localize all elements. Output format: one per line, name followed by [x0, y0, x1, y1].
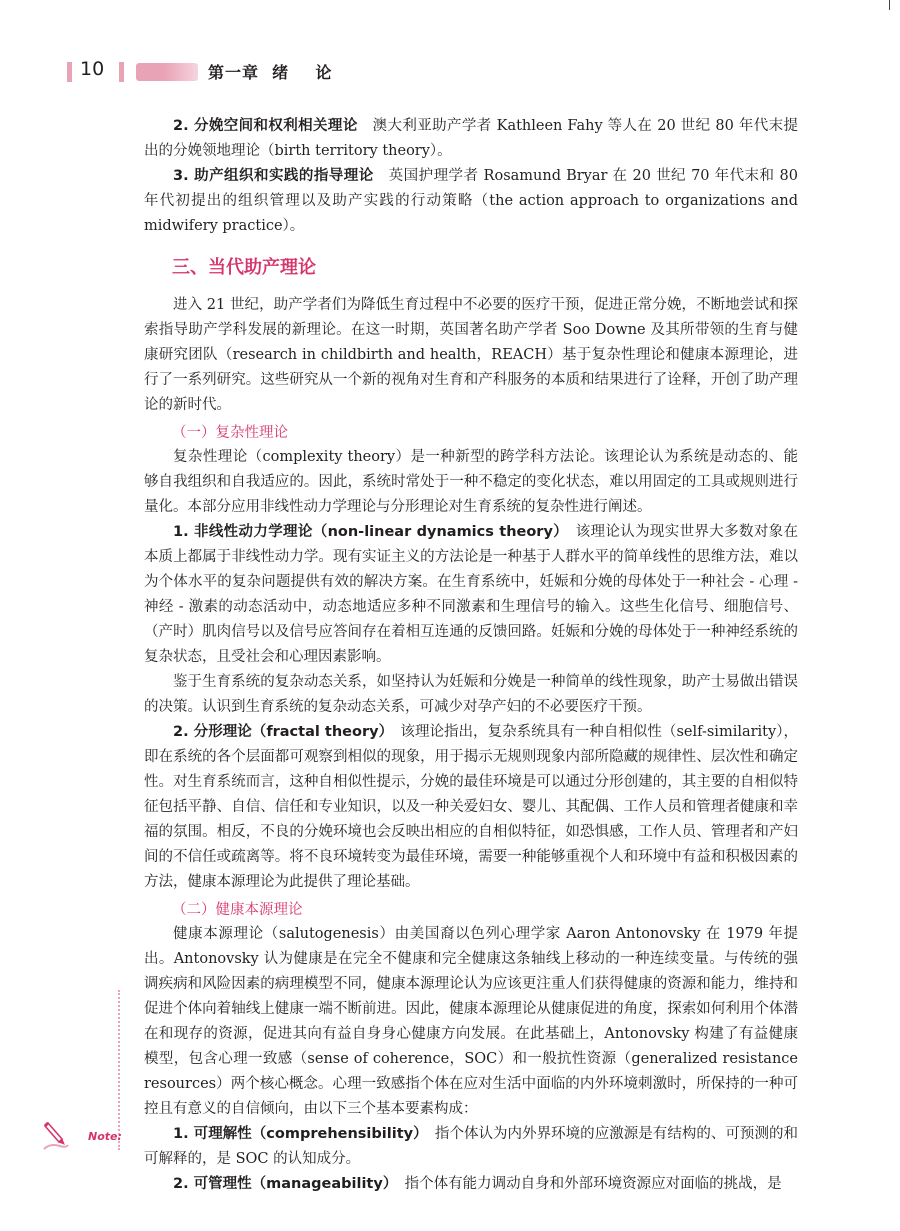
paragraph-lead: 2. 可管理性（manageability）: [173, 1176, 391, 1192]
section-heading: 三、当代助产理论: [172, 257, 316, 278]
paragraph-complexity: 复杂性理论（complexity theory）是一种新型的跨学科方法论。该理论认为系统是动态的、能够自我组织和自我适应的。因此，系统时常处于一种不稳定的变化状态，难以用固定的工具或规则进行量化。本部分应用非线性动力学理论与分形理论对生育系统的复杂性进行阐述。: [144, 449, 798, 515]
subsection-heading: （一）复杂性理论: [172, 425, 288, 441]
paragraph-manageability: [144, 1172, 798, 1197]
header-decoration: [136, 63, 198, 81]
paragraph-lead: 3. 助产组织和实践的指导理论: [173, 168, 374, 184]
margin-dotted-line: [118, 990, 120, 1150]
paragraph-birth-territory: [144, 114, 798, 164]
paragraph-lead: 2. 分娩空间和权利相关理论: [173, 118, 358, 134]
paragraph-text: 指个体有能力调动自身和外部环境资源应对面临的挑战，是: [404, 1176, 782, 1192]
crop-mark: [879, 0, 890, 10]
paragraph-intro: 进入 21 世纪，助产学者们为降低生育过程中不必要的医疗干预，促进正常分娩，不断地尝试和探索指导助产学科发展的新理论。在这一时期，英国著名助产学者 Soo Downe 及其所带领的生育与健康研究团队（research in childbirth and health，REACH）基于复杂性理论和健康本源理论，进行了一系列研究。这些研究从一个新的视角对生育和产科服务的本质和结果进行了诠释，开创了助产理论的新时代。: [144, 297, 798, 413]
header-accent-bar: [119, 62, 124, 82]
paragraph-lead: 1. 可理解性（comprehensibility）: [173, 1126, 421, 1142]
paragraph-organization: [144, 164, 798, 239]
paragraph-lead: 1. 非线性动力学理论（non-linear dynamics theory）: [173, 524, 561, 540]
running-header: [0, 58, 900, 88]
paragraph-fractal: [144, 720, 798, 895]
paragraph-text: 该理论指出，复杂系统具有一种自相似性（self-similarity），即在系统的各个层面都可观察到相似的现象，用于揭示无规则现象内部所隐藏的规律性、层次性和确定性。对生育系统而言，这种自相似性提示，分娩的最佳环境是可以通过分形创建的，其主要的自相似特征包括平静、自信、信任和专业知识，以及一种关爱妇女、婴儿、其配偶、工作人员和管理者健康和幸福的氛围。相反，不良的分娩环境也会反映出相应的自相似特征，如恐惧感，工作人员、管理者和产妇间的不信任或疏离等。将不良环境转变为最佳环境，需要一种能够重视个人和环境中有益和积极因素的方法，健康本源理论为此提供了理论基础。: [144, 724, 799, 890]
paragraph-salutogenesis: 健康本源理论（salutogenesis）由美国裔以色列心理学家 Aaron Antonovsky 在 1979 年提出。Antonovsky 认为健康是在完全不健康和完全健康这条轴线上移动的一种连续变量。与传统的强调疾病和风险因素的病理模型不同，健康本源理论认为应该更注重人们获得健康的资源和能力，维持和促进个体向着轴线上健康一端不断前进。因此，健康本源理论从健康促进的角度，探索如何利用个体潜在和现存的资源，促进其向有益自身身心健康方向发展。在此基础上，Antonovsky 构建了有益健康模型，包含心理一致感（sense of coherence，SOC）和一般抗性资源（generalized resistance resources）两个核心概念。心理一致感指个体在应对生活中面临的内外环境刺激时，所保持的一种可控且有意义的自信倾向，由以下三个基本要素构成：: [144, 926, 798, 1117]
note-label: Note:: [88, 1130, 122, 1143]
page-body: [144, 114, 798, 1197]
paragraph-nonlinear: [144, 520, 798, 670]
page-number: 10: [80, 58, 105, 80]
pencil-note-icon: [40, 1115, 70, 1155]
subsection-heading: （二）健康本源理论: [172, 902, 303, 918]
paragraph-comprehensibility: [144, 1122, 798, 1172]
paragraph-text: 该理论认为现实世界大多数对象在本质上都属于非线性动力学。现有实证主义的方法论是一种基于人群水平的简单线性的思维方法，难以为个体水平的复杂问题提供有效的解决方案。在生育系统中，妊娠和分娩的母体处于一种社会 - 心理 - 神经 - 激素的动态活动中，动态地适应多种不同激素和生理信号的输入。这些生化信号、细胞信号、（产时）肌肉信号以及信号应答间存在着相互连通的反馈回路。妊娠和分娩的母体处于一种神经系统的复杂状态，且受社会和心理因素影响。: [144, 524, 799, 665]
paragraph-text: 指个体认为内外界环境的应激源是有结构的、可预测的和可解释的，是 SOC 的认知成分。: [144, 1126, 799, 1167]
paragraph-text: 澳大利亚助产学者 Kathleen Fahy 等人在 20 世纪 80 年代末提出的分娩领地理论（birth territory theory）。: [144, 118, 799, 159]
chapter-title: 第一章 绪 论: [208, 63, 333, 82]
paragraph-nonlinear-2: 鉴于生育系统的复杂动态关系，如坚持认为妊娠和分娩是一种简单的线性现象，助产士易做出错误的决策。认识到生育系统的复杂动态关系，可减少对孕产妇的不必要医疗干预。: [144, 674, 798, 715]
header-accent-bar: [67, 62, 72, 82]
paragraph-lead: 2. 分形理论（fractal theory）: [173, 724, 386, 740]
paragraph-text: 英国护理学者 Rosamund Bryar 在 20 世纪 70 年代末和 80 年代初提出的组织管理以及助产实践的行动策略（the action approach to organizations and midwifery practice）。: [144, 168, 798, 234]
